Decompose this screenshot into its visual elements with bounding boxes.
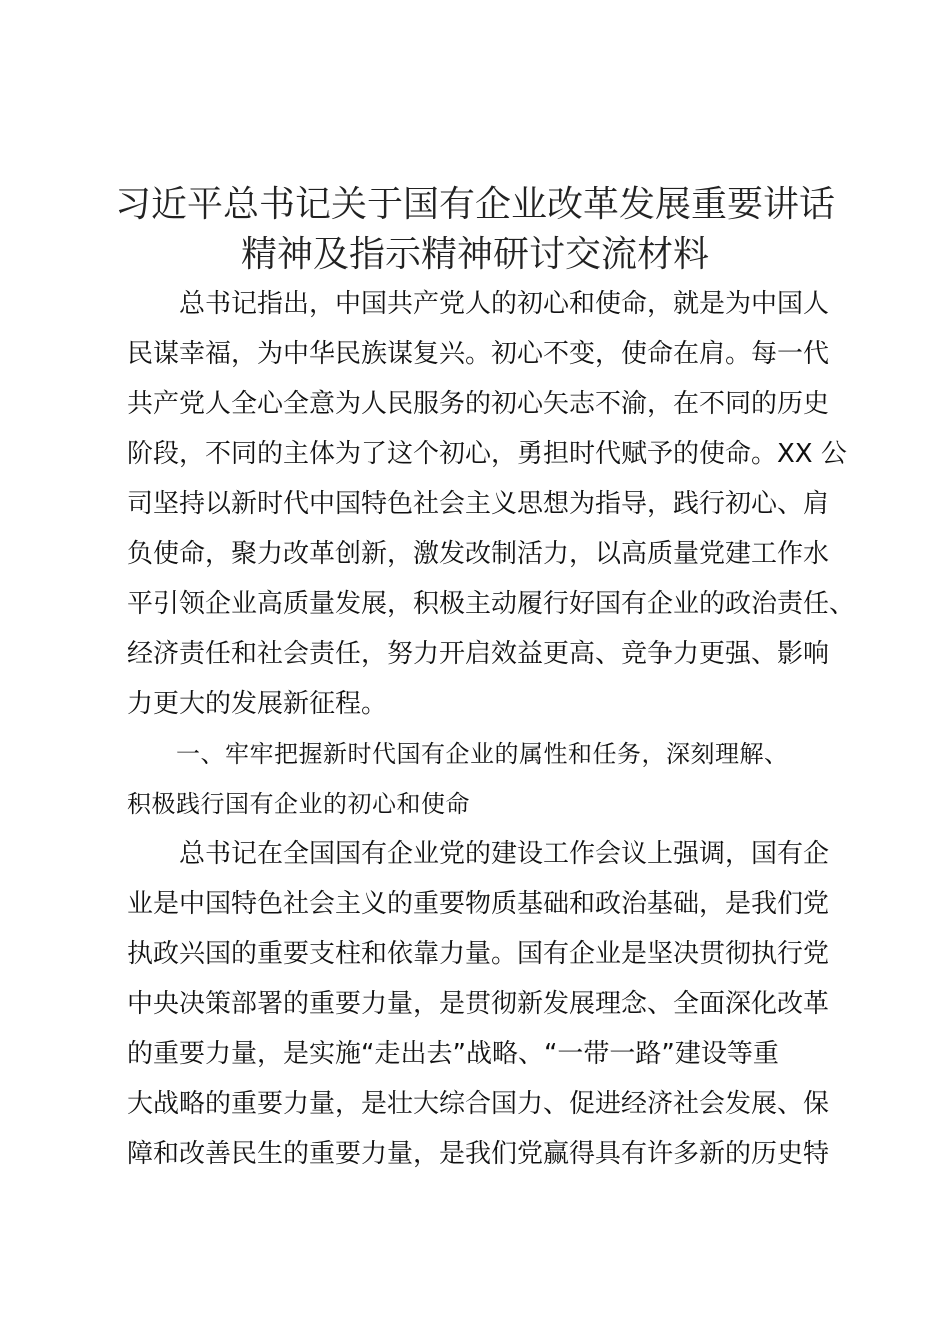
body-line-9: 力更大的发展新征程。	[127, 689, 388, 719]
body-line-8: 经济责任和社会责任，努力开启效益更高、竞争力更强、影响	[127, 639, 830, 669]
body-line-17: 大战略的重要力量，是壮大综合国力、促进经济社会发展、保	[127, 1089, 830, 1119]
document-title-line-2: 精神及指示精神研讨交流材料	[240, 234, 709, 275]
body-line-6: 负使命，聚力改革创新，激发改制活力，以高质量党建工作水	[127, 539, 830, 569]
body-line-5: 司坚持以新时代中国特色社会主义思想为指导，践行初心、肩	[127, 489, 830, 519]
body-line-13: 业是中国特色社会主义的重要物质基础和政治基础，是我们党	[127, 889, 830, 919]
body-line-12: 总书记在全国国有企业党的建设工作会议上强调，国有企	[127, 839, 830, 869]
body-line-16: 的重要力量，是实施“走出去”战略、“一带一路”建设等重	[127, 1039, 779, 1069]
document-title-line-1: 习近平总书记关于国有企业改革发展重要讲话	[114, 184, 835, 225]
body-line-18: 障和改善民生的重要力量，是我们党赢得具有许多新的历史特	[127, 1139, 830, 1169]
body-line-15: 中央决策部署的重要力量，是贯彻新发展理念、全面深化改革	[127, 989, 830, 1019]
body-line-2: 民谋幸福，为中华民族谋复兴。初心不变，使命在肩。每一代	[127, 339, 830, 369]
section-heading-line-2: 积极践行国有企业的初心和使命	[127, 790, 470, 818]
body-line-3: 共产党人全心全意为人民服务的初心矢志不渝，在不同的历史	[127, 389, 830, 419]
body-line-4: 阶段，不同的主体为了这个初心，勇担时代赋予的使命。XX 公	[127, 439, 847, 469]
body-line-7: 平引领企业高质量发展，积极主动履行好国有企业的政治责任、	[127, 589, 856, 619]
section-heading-line-1: 一、牢牢把握新时代国有企业的属性和任务，深刻理解、	[127, 740, 789, 768]
body-line-14: 执政兴国的重要支柱和依靠力量。国有企业是坚决贯彻执行党	[127, 939, 830, 969]
body-line-1: 总书记指出，中国共产党人的初心和使命，就是为中国人	[127, 289, 830, 319]
